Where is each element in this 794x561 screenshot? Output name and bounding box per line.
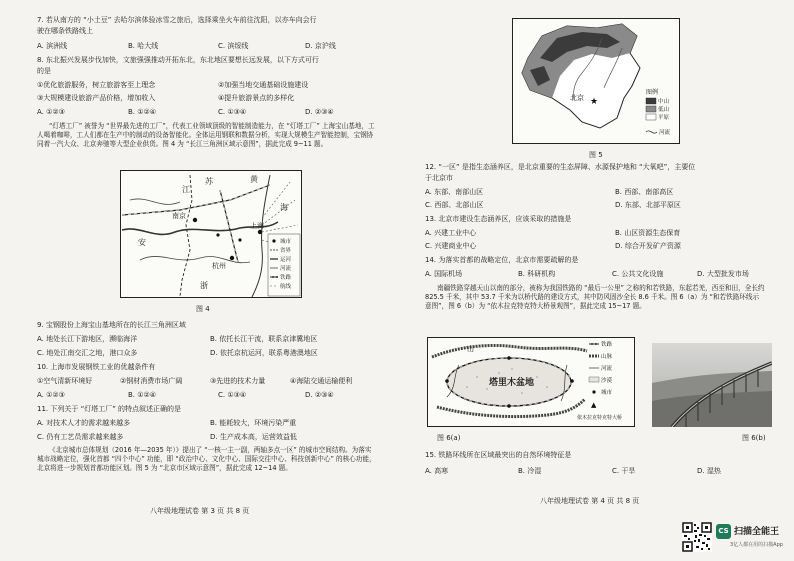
q9-option-d: D. 依托京杭运河，联系粤港澳地区 [210,349,318,357]
q9-stem: 9. 宝钢股份上海宝山基地所在的长江三角洲区域 [37,321,186,329]
q8-statement-1: ①优化旅游服务，树立旅游客至上理念 [37,81,156,89]
q15-option-a: A. 高寒 [425,467,449,475]
q7-stem-line2: 驶在哪条铁路线上 [37,27,93,35]
q8-option-a: A. ①②③ [37,108,65,116]
q10-statement-2: ②钢材消费市场广阔 [120,377,183,385]
legend-middle-mountain: 中山 [658,99,670,105]
q7-stem-line1: 7. 若从南方的 “小土豆” 去哈尔滨体验冰雪之旅后，选择乘坐火车前往沈阳，以亦车向会行 [37,16,317,24]
figure-6b-caption: 图 6(b) [742,434,766,442]
q9-option-a: A. 地处长江下游地区，濒临海洋 [37,335,138,343]
passage-beijing-plan: 《北京城市总体规划（2016 年—2035 年）》提出了 “一核一主一副，两轴多点一区” 的城市空间结构。为落实城市战略定位，强化首都 “四个中心” 功能，即 “政治中心、文化中心、国际交往中心、科技创新中心” 的核心功能，北京将进一步规划首都功能区划。图 5 为 “北京市区域示意图”，据此完成 12~14 题。 [37,446,376,473]
map-label-su: 苏 [205,177,213,186]
q8-stem-line1: 8. 东北振兴发展步伐加快，文旅强强推动开拓东北，东北地区要想长远发展，以下方式可行 [37,56,319,64]
q11-option-d: D. 生产成本高，运营效益低 [210,433,297,441]
watermark-subtitle: 3亿人都在用的扫描App [730,542,783,548]
q9-option-b: B. 依托长江干流，联系京津冀地区 [210,335,318,343]
q7-option-a: A. 滨洲线 [37,42,68,50]
legend-river: 河流 [601,366,613,372]
legend-railway: 铁路 [280,275,292,281]
q8-statement-2: ②加强当地交通基础设施建设 [218,81,309,89]
map-label-zhe: 浙 [200,281,208,290]
bridge-marker-icon: ▲ [591,401,597,409]
legend-province-border: 省界 [280,248,292,254]
q12-stem-line1: 12. “一区” 是指生态涵养区，是北京重要的生态屏障、水源保护地和 “大氧吧”，主要位 [425,163,696,171]
q12-stem-line2: 于北京市 [425,174,453,182]
legend-city: 城市 [280,239,292,245]
legend-river: 河流 [659,130,671,136]
q10-option-d: D. ②③④ [305,391,334,399]
q14-option-a: A. 国际机场 [425,270,463,278]
figure-5-beijing-terrain-map [512,18,680,144]
page-footer-left: 八年级地理试卷 第 3 页 共 8 页 [150,507,250,515]
q8-option-b: B. ①②④ [128,108,157,116]
figure-6a-caption: 图 6(a) [437,434,461,442]
q12-option-b: B. 西部、南部高区 [615,188,674,196]
figure-5-caption: 图 5 [589,151,603,159]
q14-option-d: D. 大型批发市场 [697,270,749,278]
q7-option-c: C. 滨绥线 [218,42,249,50]
map-label-huang: 黄 [250,175,258,184]
q8-option-d: D. ②③④ [305,108,334,116]
q13-option-a: A. 兴建工业中心 [425,229,477,237]
figure-4-yangtze-delta-map [120,170,302,298]
q15-option-d: D. 湿热 [697,467,721,475]
camscanner-logo: CS [716,524,731,539]
q7-option-b: B. 哈大线 [128,42,159,50]
figure-4-caption: 图 4 [196,305,210,313]
map-label-hai: 海 [280,203,288,212]
legend-low-mountain: 低山 [658,107,670,113]
q13-option-c: C. 兴建商业中心 [425,242,477,250]
passage-hotan-ruoqiang-railway: 南疆铁路穿越天山以南的部分，被称为我国铁路的 “最后一公里” 之称的和若铁路，东起若羌，西至和田，全长约 825.5 千米，其中 53.7 千米为以桥代路的建设方式，其中防风固沙全长 8.6 千米。图 6（a）为 “和若铁路环线示意图”，图 6（b）为 “依木拉克特克特大桥景观图”，据此完成 15~17 题。 [425,284,765,311]
q10-stem: 10. 上海市发展钢铁工业的优越条件有 [37,363,156,371]
qr-code-icon [682,522,712,552]
q7-option-d: D. 京沪线 [305,42,336,50]
q13-option-b: B. 山区资源生态保育 [615,229,681,237]
legend-title: 图例 [646,89,659,96]
legend-river: 河流 [280,266,292,272]
legend-railway: 铁路 [601,342,613,348]
map-label-tarim-basin: 塔里木盆地 [489,378,535,388]
figure-6a-railway-loop-map [427,337,635,427]
q15-stem: 15. 铁路环线所在区域最突出的自然环境特征是 [425,451,572,459]
figure-6b-bridge-photo [652,343,772,427]
legend-desert: 沙漠 [601,378,613,384]
map-label-hangzhou: 杭州 [212,262,226,270]
legend-plain: 平原 [658,115,670,121]
map-label-nanjing: 南京 [172,212,186,220]
q8-stem-line2: 的是 [37,67,51,75]
legend-city: 城市 [601,390,613,396]
q13-option-d: D. 综合开发矿产资源 [615,242,681,250]
legend-bridge: 依木拉克特克特大桥 [577,415,623,421]
q12-option-a: A. 东部、南部山区 [425,188,484,196]
q13-stem: 13. 北京市建设生态涵养区，应该采取的措施是 [425,215,572,223]
page-footer-right: 八年级地理试卷 第 4 页 共 8 页 [540,497,640,505]
passage-lighthouse-factory: “灯塔工厂” 被誉为 “世界最先进的工厂”，代表工业领域顶级的智能制造能力，在 “灯塔工厂” 上海宝山基地，工人喝着咖啡，工人们都在生产中的制动的设备智能化。全体运用钢联和数据分析，实现大规模生产智能控制，宝钢协同着一汽大众、北京奔驰等大型企业供货。图 4 为 “长江三角洲区域示意图”，据此完成 9~11 题。 [37,122,375,149]
q10-option-b: B. ①②④ [128,391,157,399]
legend-mountain-range: 山脉 [601,354,613,360]
figure-4-legend [268,234,300,296]
q11-option-a: A. 对技术人才的需求越来越多 [37,419,131,427]
legend-shipping-route: 航线 [280,284,292,290]
q10-option-a: A. ①②③ [37,391,65,399]
map-label-shanghai: 上海 [250,222,264,230]
legend-canal: 运河 [280,257,292,263]
watermark-title: 扫描全能王 [734,527,780,537]
q8-option-c: C. ①③④ [218,108,247,116]
q10-statement-4: ④海陆交通运输便利 [290,377,353,385]
q11-option-c: C. 仍有工艺员需求越来越多 [37,433,124,441]
q12-option-d: D. 东部、北部平原区 [615,201,681,209]
q8-statement-3: ③大规模建设旅游产品价格，增加收入 [37,94,156,102]
q15-option-b: B. 冷湿 [518,467,542,475]
q8-statement-4: ④提升旅游景点的多样化 [218,94,295,102]
q10-option-c: C. ①③④ [218,391,247,399]
q15-option-c: C. 干旱 [612,467,636,475]
map-label-an: 安 [138,238,146,247]
map-label-jiang: 江 [182,185,190,194]
q9-option-c: C. 地处江南交汇之地，港口众多 [37,349,138,357]
q14-option-b: B. 科研机构 [518,270,556,278]
q11-option-b: B. 能耗较大，环境污染严重 [210,419,297,427]
map-label-mountain: 山 [467,345,474,353]
map-label-beijing: 北京 [570,94,584,102]
beijing-star-icon: ★ [590,97,599,107]
q12-option-c: C. 西部、北部山区 [425,201,484,209]
q14-stem: 14. 为落实首都的战略定位，北京市需要疏解的是 [425,256,579,264]
q10-statement-3: ③先进的技术力量 [210,377,266,385]
q14-option-c: C. 公共文化设施 [612,270,664,278]
q11-stem: 11. 下列关于 “灯塔工厂” 的特点叙述正确的是 [37,405,182,413]
q10-statement-1: ①空气清新环境好 [37,377,93,385]
